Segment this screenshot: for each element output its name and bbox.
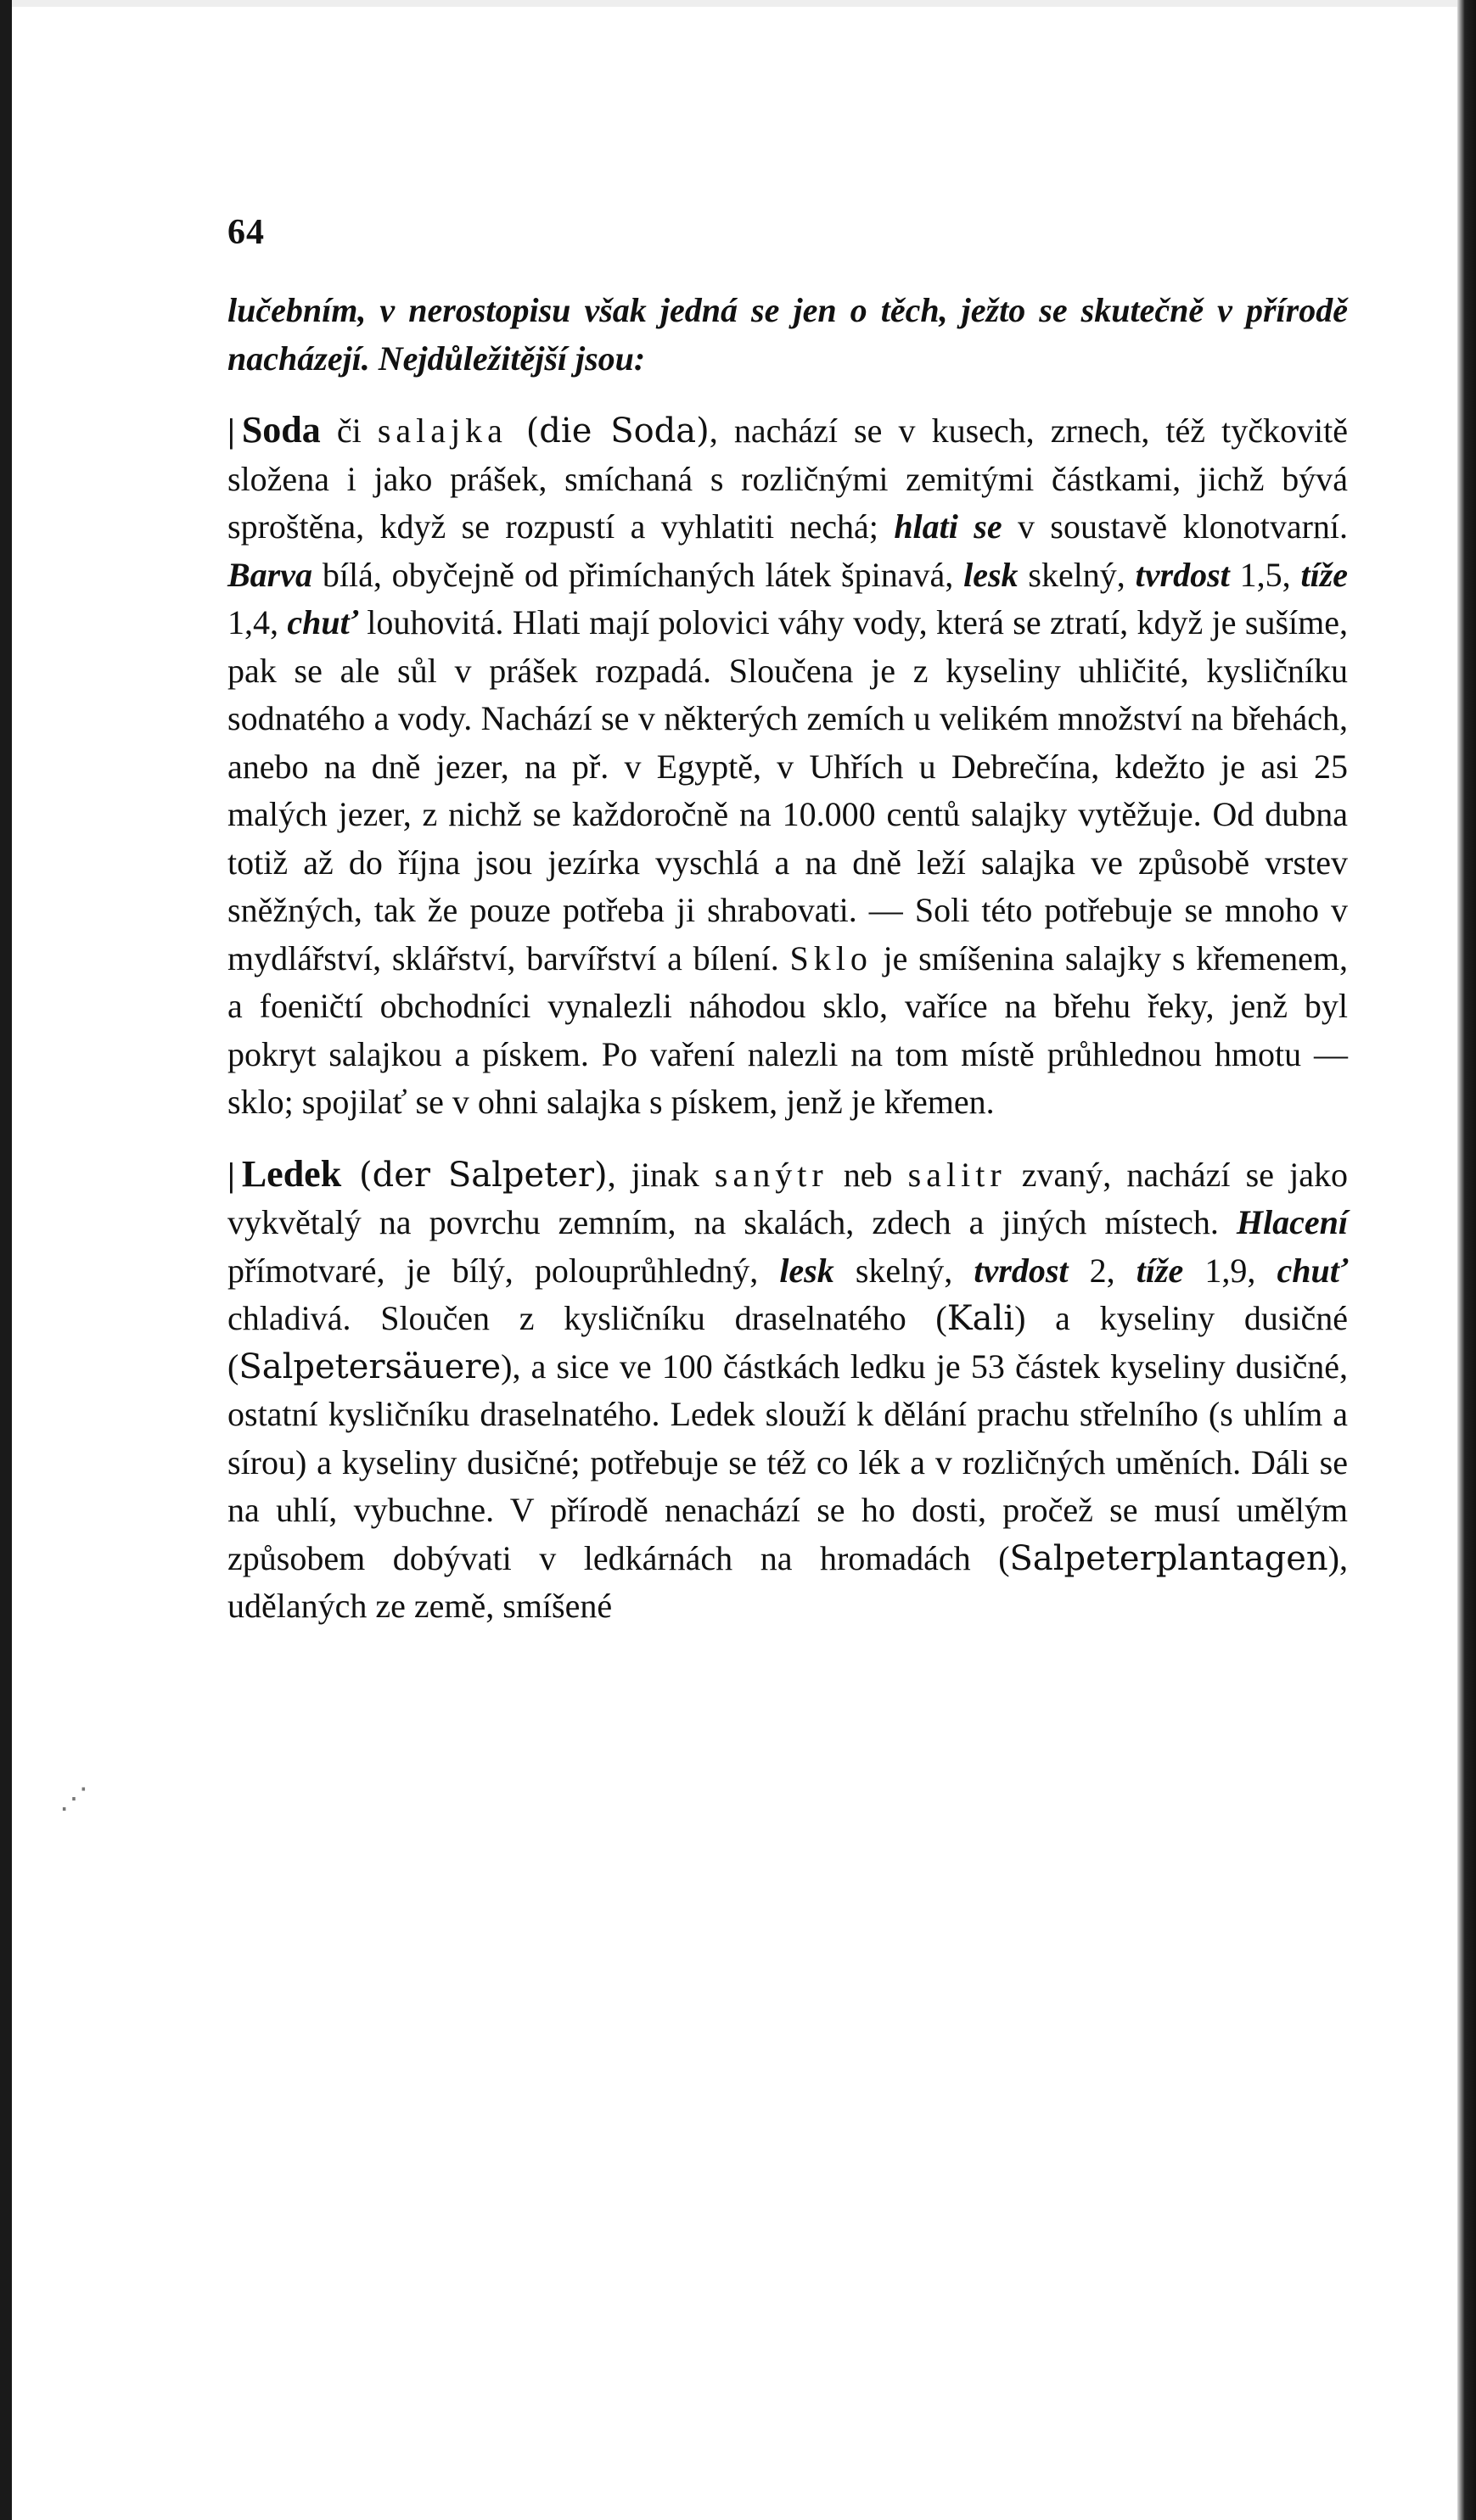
scan-top-edge bbox=[0, 0, 1476, 7]
soda-text: , nachází se v kusech, zrnech, též tyčkovitě složena i jako prášek, smíchaná s rozličnými zemitými částkami, jichž bývá sproštěna, když se rozpustí a vyhlatiti nechá; bbox=[227, 412, 1348, 546]
ledek-synonym: sanýtr bbox=[714, 1155, 828, 1194]
book-page bbox=[227, 212, 1348, 1655]
ledek-german-term: Salpeterplantagen bbox=[1009, 1538, 1328, 1578]
ledek-text: ), udělaných ze země, smíšené bbox=[227, 1538, 1348, 1625]
scan-right-edge bbox=[1457, 0, 1476, 2520]
soda-emphasis: hlati se bbox=[894, 507, 1002, 546]
ledek-text: chladivá. Sloučen z kysličníku draselnatého ( bbox=[227, 1299, 947, 1337]
scan-speck-mark: ⋰ bbox=[59, 1784, 88, 1815]
ledek-text: ) a kyseliny dusičné ( bbox=[227, 1299, 1349, 1386]
ledek-german-term: Kali bbox=[946, 1299, 1015, 1338]
soda-text: či bbox=[320, 412, 378, 450]
soda-synonym: salajka bbox=[377, 412, 508, 450]
scan-left-edge bbox=[0, 0, 12, 2520]
ledek-text: zvaný, nachází se jako vykvětalý na povrchu zemním, na skalách, zdech a jiných místech. bbox=[227, 1155, 1348, 1241]
ledek-emphasis: tíže bbox=[1136, 1251, 1184, 1290]
intro-paragraph bbox=[227, 287, 1348, 383]
ledek-text: ), a sice ve 100 částkách ledku je 53 částek kyseliny dusičné, ostatní kysličníku draselnatého. Ledek slouží k dělání prachu střelního (s uhlím a sírou) a kyseliny dusičné; potřebuje se též co lék a v rozličných uměních. Dáli se na uhlí, vybuchne. V přírodě nenachází se ho dosti, pročež se musí umělým způsobem dobývati v ledkárnách na hromadách ( bbox=[227, 1347, 1348, 1577]
ledek-text: , jinak bbox=[607, 1155, 715, 1194]
soda-marker: | bbox=[227, 412, 235, 450]
ledek-marker: | bbox=[227, 1155, 235, 1194]
ledek-term: Ledek bbox=[241, 1152, 342, 1195]
ledek-synonym: salitr bbox=[907, 1155, 1007, 1194]
ledek-text: 1,9, bbox=[1183, 1251, 1277, 1290]
entry-ledek bbox=[227, 1151, 1348, 1631]
soda-emphasis: tvrdost bbox=[1135, 555, 1230, 594]
ledek-text: přímotvaré, je bílý, polouprůhledný, bbox=[227, 1251, 780, 1290]
ledek-text: skelný, bbox=[833, 1251, 974, 1290]
sklo-term: Sklo bbox=[789, 938, 873, 977]
ledek-text: neb bbox=[828, 1155, 908, 1194]
soda-german-name: (die Soda) bbox=[507, 412, 710, 451]
soda-text: skelný, bbox=[1018, 555, 1136, 594]
soda-emphasis: lesk bbox=[963, 555, 1019, 594]
soda-text: v soustavě klonotvarní. bbox=[1002, 507, 1349, 546]
intro-text: lučebním, v nerostopisu však jedná se jen o těch, ježto se skutečně v přírodě nacházejí. Nejdůležitější jsou: bbox=[227, 291, 1348, 378]
ledek-emphasis: lesk bbox=[779, 1251, 834, 1290]
ledek-emphasis: Hlacení bbox=[1236, 1203, 1348, 1241]
soda-text: bílá, obyčejně od přimíchaných látek špinavá, bbox=[312, 555, 964, 594]
ledek-text: 2, bbox=[1068, 1251, 1136, 1290]
soda-text: louhovitá. Hlati mají polovici váhy vody, která se ztratí, když je sušíme, pak se ale sůl v prášek rozpadá. Sloučena je z kyseliny uhličité, kysličníku sodnatého a vody. Nachází se v některých zemích u velikém množství na břehách, anebo na dně jezer, na př. v Egyptě, v Uhřích u Debrečína, kdežto je asi 25 malých jezer, z nichž se každoročně na 10.000 centů salajky vytěžuje. Od dubna totiž až do října jsou jezírka vyschlá a na dně leží salajka ve způsobě vrstev sněžných, tak že pouze potřeba ji shrabovati. — Soli této potřebuje se mnoho v mydlářství, sklářství, barvířství a bílení. bbox=[227, 603, 1349, 977]
soda-paragraph bbox=[227, 406, 1348, 1127]
soda-text: 1,4, bbox=[227, 603, 288, 641]
soda-term: Soda bbox=[241, 409, 321, 451]
ledek-german-name: (der Salpeter) bbox=[341, 1155, 608, 1195]
ledek-emphasis: tvrdost bbox=[974, 1251, 1069, 1290]
ledek-german-term: Salpetersäuere bbox=[239, 1347, 502, 1386]
soda-text: 1,5, bbox=[1229, 555, 1301, 594]
soda-emphasis: chuť bbox=[287, 603, 358, 641]
soda-emphasis: tíže bbox=[1300, 555, 1349, 594]
soda-emphasis: Barva bbox=[227, 555, 312, 594]
ledek-emphasis: chuť bbox=[1277, 1251, 1349, 1290]
soda-text: je smíšenina salajky s křemenem, a foeničtí obchodníci vynalezli náhodou sklo, vaříce na břehu řeky, jenž byl pokryt salajkou a pískem. Po vaření nalezli na tom místě průhlednou hmotu — sklo; spojilať se v ohni salajka s pískem, jenž je křemen. bbox=[227, 938, 1348, 1121]
ledek-paragraph bbox=[227, 1151, 1348, 1631]
page-number: 64 bbox=[227, 213, 265, 252]
entry-soda bbox=[227, 406, 1348, 1127]
